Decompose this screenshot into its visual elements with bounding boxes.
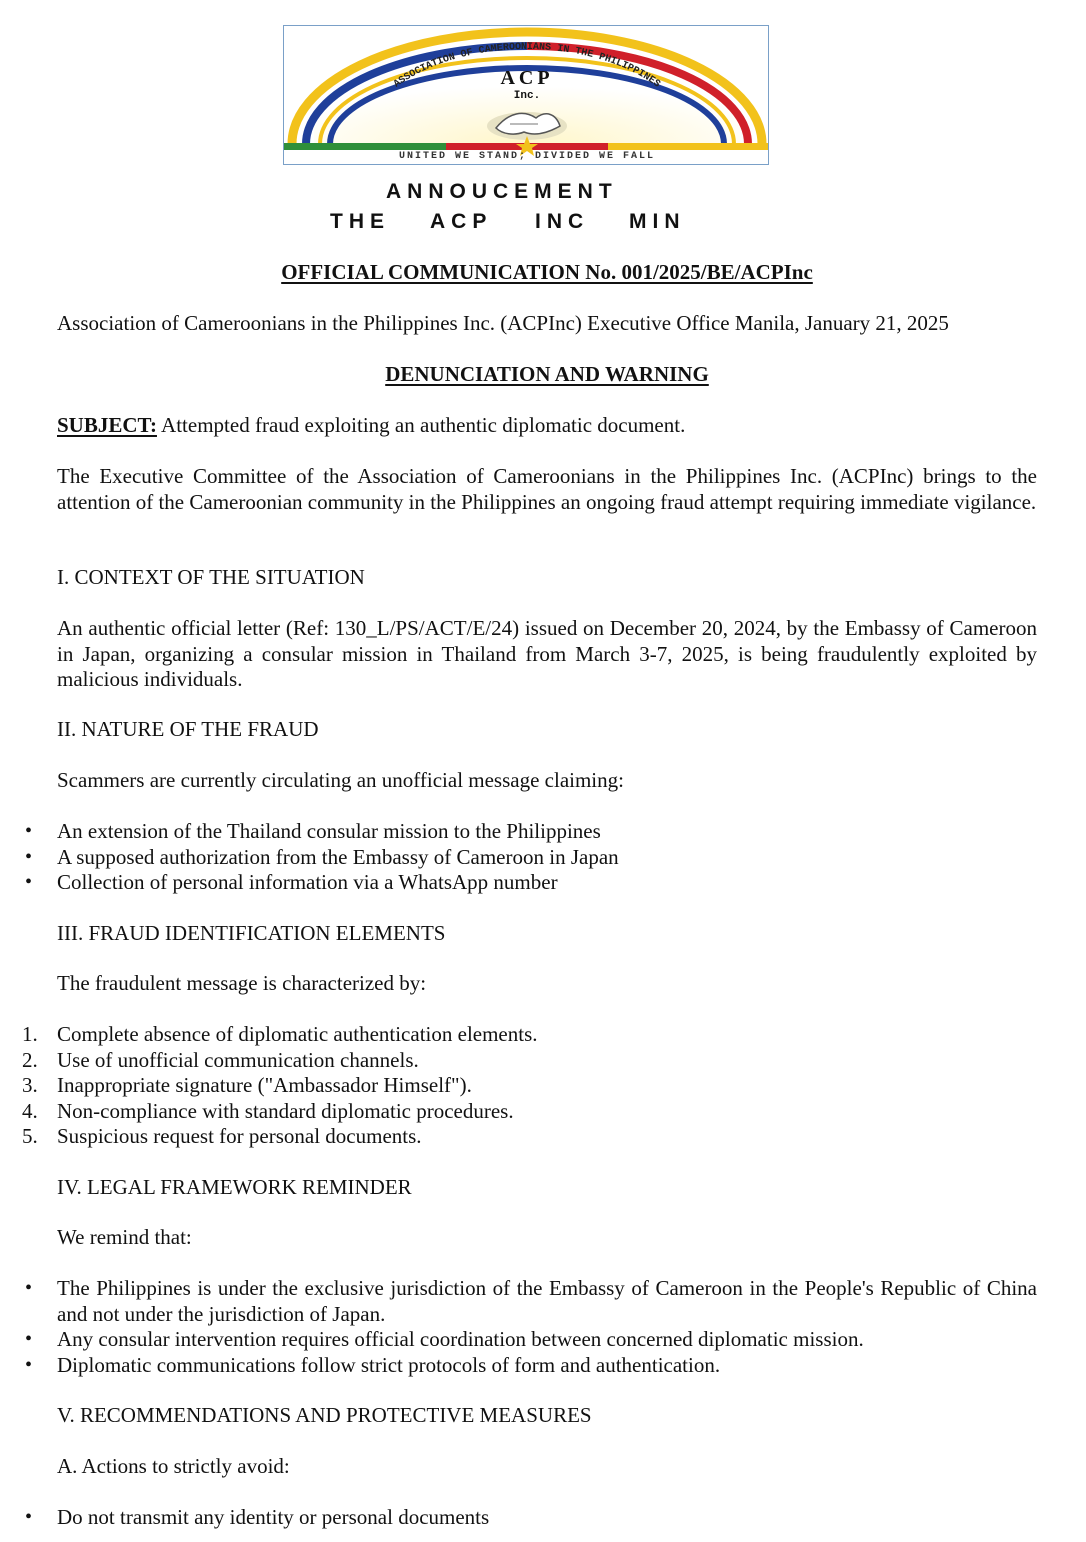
section-5-subheading: A. Actions to strictly avoid: <box>57 1454 290 1478</box>
list-item: Any consular intervention requires official coordination between concerned diplomatic mission. <box>57 1327 864 1351</box>
bullet-marker: • <box>25 845 33 868</box>
list-item: Suspicious request for personal documents. <box>57 1124 422 1148</box>
section-2-heading: II. NATURE OF THE FRAUD <box>57 717 319 741</box>
list-number: 3. <box>22 1073 38 1097</box>
announcement-heading: ANNOUCEMENT <box>386 180 618 203</box>
list-number: 1. <box>22 1022 38 1046</box>
header-word-min: MIN <box>629 210 686 233</box>
list-item: Do not transmit any identity or personal documents <box>57 1505 490 1529</box>
subject-label: SUBJECT: <box>57 413 157 437</box>
acp-logo <box>283 25 769 165</box>
origin-line: Association of Cameroonians in the Philippines Inc. (ACPInc) Executive Office Manila, January 21, 2025 <box>57 311 949 335</box>
list-number: 5. <box>22 1124 38 1148</box>
section-2-intro: Scammers are currently circulating an unofficial message claiming: <box>57 768 624 792</box>
logo-title: ACP <box>500 67 554 89</box>
logo-arcs <box>284 26 769 165</box>
list-item: The Philippines is under the exclusive jurisdiction of the Embassy of Cameroon in the People's Republic of China and not under the jurisdiction of Japan. <box>57 1276 1037 1326</box>
document-title: DENUNCIATION AND WARNING <box>385 362 709 386</box>
section-3-heading: III. FRAUD IDENTIFICATION ELEMENTS <box>57 921 446 945</box>
list-item: Non-compliance with standard diplomatic procedures. <box>57 1098 514 1123</box>
document-number: OFFICIAL COMMUNICATION No. 001/2025/BE/ACPInc <box>281 260 813 284</box>
section-4-intro: We remind that: <box>57 1225 192 1249</box>
list-item: A supposed authorization from the Embassy of Cameroon in Japan <box>57 844 619 869</box>
handshake-emblem-icon <box>487 112 567 140</box>
bullet-marker: • <box>25 820 33 842</box>
bullet-marker: • <box>25 1277 33 1299</box>
bullet-marker: • <box>25 1353 33 1376</box>
logo-arc-text: ASSOCIATION OF CAMEROONIANS IN THE PHILIPPINES <box>392 41 662 91</box>
bullet-marker: • <box>25 1506 33 1528</box>
intro-paragraph: The Executive Committee of the Association of Cameroonians in the Philippines Inc. (ACPInc) brings to the attention of the Cameroonian community in the Philippines an ongoing fraud attempt requiring immediate vigilance. <box>57 464 1037 514</box>
list-item: Use of unofficial communication channels. <box>57 1047 419 1072</box>
section-3-intro: The fraudulent message is characterized by: <box>57 971 427 995</box>
list-number: 4. <box>22 1098 38 1123</box>
section-1-heading: I. CONTEXT OF THE SITUATION <box>57 565 365 589</box>
subject-line <box>57 413 685 439</box>
list-item: Collection of personal information via a WhatsApp number <box>57 870 558 894</box>
list-number: 2. <box>22 1047 38 1072</box>
logo-subtitle: Inc. <box>513 90 541 102</box>
section-1-body: An authentic official letter (Ref: 130_L/PS/ACT/E/24) issued on December 20, 2024, by the Embassy of Cameroon in Japan, organizing a consular mission in Thailand from March 3-7, 2025, is being fraudulently exploited by malicious individuals. <box>57 616 1037 691</box>
bullet-marker: • <box>25 871 33 893</box>
section-4-heading: IV. LEGAL FRAMEWORK REMINDER <box>57 1175 412 1199</box>
header-word-inc: INC <box>535 210 590 233</box>
header-word-the: THE <box>330 210 390 233</box>
list-item: Diplomatic communications follow strict protocols of form and authentication. <box>57 1352 721 1377</box>
list-item: Inappropriate signature ("Ambassador Himself"). <box>57 1073 472 1097</box>
list-item: An extension of the Thailand consular mission to the Philippines <box>57 819 601 843</box>
logo-motto: UNITED WE STAND; DIVIDED WE FALL <box>398 151 656 162</box>
section-5-heading: V. RECOMMENDATIONS AND PROTECTIVE MEASURES <box>57 1403 592 1427</box>
list-item: Complete absence of diplomatic authentication elements. <box>57 1022 538 1046</box>
header-word-acp: ACP <box>430 210 493 233</box>
subject-text: Attempted fraud exploiting an authentic diplomatic document. <box>156 413 686 437</box>
bullet-marker: • <box>25 1328 33 1350</box>
